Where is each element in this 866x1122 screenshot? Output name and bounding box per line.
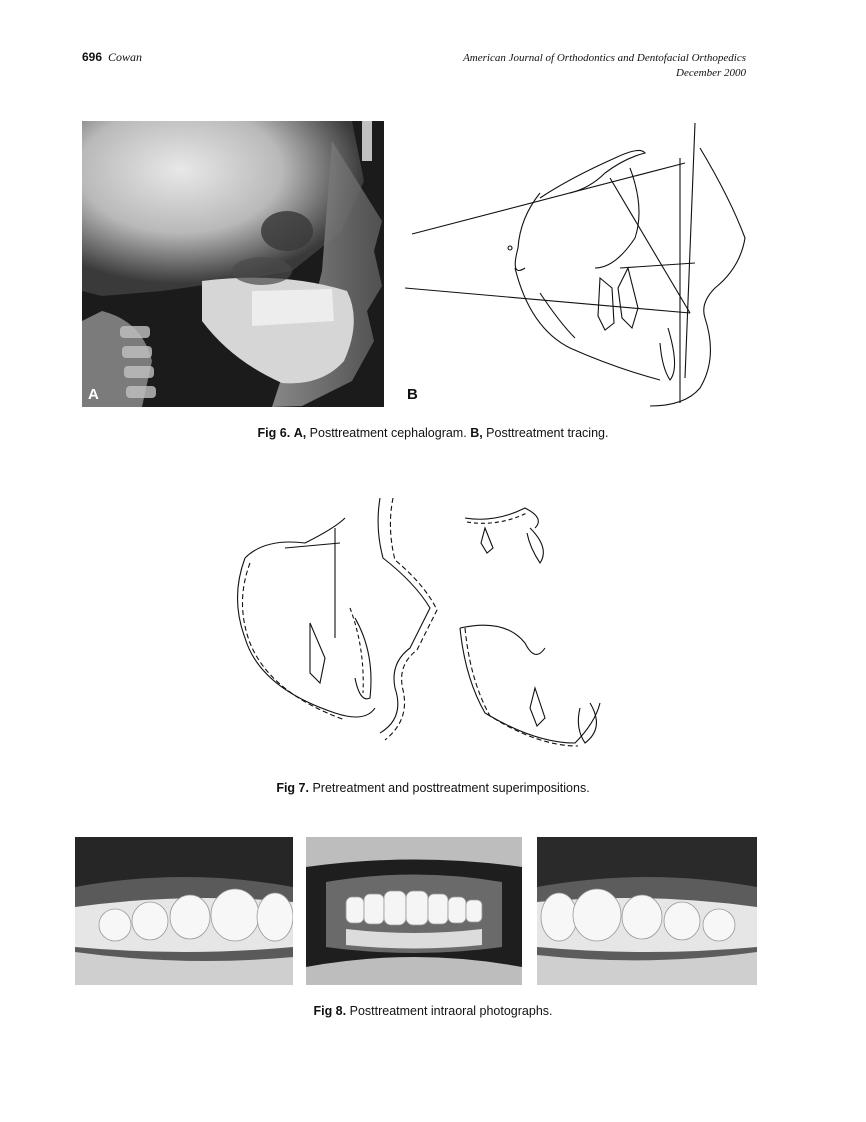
intraoral-photo-center-image [306, 837, 522, 985]
issue-date: December 2000 [676, 67, 746, 79]
intraoral-photo-right-image [537, 837, 757, 985]
figure-6-caption [0, 426, 866, 440]
running-author: Cowan [108, 50, 143, 64]
superimposition-tracings [215, 488, 635, 756]
figure-8-text: Posttreatment intraoral photographs. [349, 1004, 553, 1018]
figure-6-label: Fig 6. [257, 426, 291, 440]
cephalometric-tracing [400, 118, 760, 410]
page-number: 696 [82, 50, 103, 64]
figure-7-label: Fig 7. [276, 781, 309, 795]
figure-7-text: Pretreatment and posttreatment superimpositions. [312, 781, 590, 795]
journal-title: American Journal of Orthodontics and Dentofacial Orthopedics [463, 52, 746, 64]
caption-a-text: Posttreatment cephalogram. [309, 426, 467, 440]
figure-8-caption [0, 1004, 866, 1018]
cephalogram-xray [82, 121, 384, 407]
cephalogram-image [82, 121, 384, 407]
intraoral-photo-frontal [306, 837, 522, 985]
panel-a-label: A [88, 386, 99, 403]
superimposition-drawing [215, 488, 635, 756]
caption-b-marker: B, [470, 426, 483, 440]
figure-7-caption [0, 781, 866, 795]
intraoral-photo-left-buccal [537, 837, 757, 985]
tracing-drawing [400, 118, 760, 410]
figure-8-label: Fig 8. [313, 1004, 347, 1018]
panel-b-label: B [407, 386, 418, 403]
intraoral-photo-right-buccal [75, 837, 293, 985]
caption-b-text: Posttreatment tracing. [486, 426, 609, 440]
caption-a-marker: A, [293, 426, 307, 440]
intraoral-photo-left-image [75, 837, 293, 985]
